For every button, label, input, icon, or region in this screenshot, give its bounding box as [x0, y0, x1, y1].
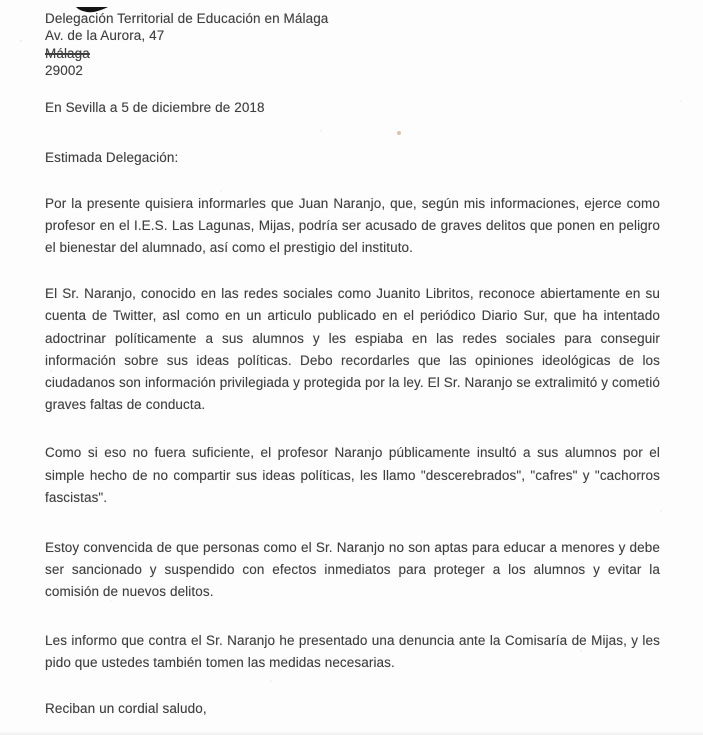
paragraph-accusation-intro: Por la presente quisiera informarles que Juan Naranjo, que, según mis informaciones, ejerce como profesor en el I.E.S. Las Lagunas, Mijas, podría ser acusado de graves delitos que ponen en peligro el bienestar del alumnado, así como el prestigio del instituto. [45, 195, 660, 256]
paragraph-police-report: Les informo que contra el Sr. Naranjo he presentado una denuncia ante la Comisaría de Mijas, y les pido que ustedes también tomen las medidas necesarias. [45, 632, 660, 670]
paragraph-insults: Como si eso no fuera suficiente, el profesor Naranjo públicamente insultó a sus alumnos por el simple hecho de no compartir sus ideas políticas, les llamo "descerebrados", "cafres" y "cachorros fascistas". [45, 445, 660, 505]
scan-bottom-edge [0, 731, 703, 735]
letter-content [45, 10, 660, 720]
scan-noise [20, 40, 22, 42]
recipient-address-block [45, 10, 660, 80]
recipient-city-struckthrough: Málaga [45, 45, 90, 61]
cutoff-ink-stroke-artifact [76, 0, 108, 6]
paragraph-sanction-request: Estoy convencida de que personas como el Sr. Naranjo no son aptas para educar a menores y debe ser sancionado y suspendido con efectos inmediatos para proteger a los alumnos y evitar la comisión de nuevos delitos. [45, 540, 660, 600]
recipient-postal-code: 29002 [45, 63, 84, 79]
recipient-name: Delegación Territorial de Educación en Málaga [45, 11, 329, 26]
paragraph-social-media-claims: El Sr. Naranjo, conocido en las redes sociales como Juanito Libritos, reconoce abiertamente en su cuenta de Twitter, asl como en un articulo publicado en el periódico Diario Sur, que ha intentado adoctrinar políticamente a sus alumnos y les espiaba en las redes sociales para conseguir información sobre sus ideas políticas. Debo recordarles que las opiniones ideológicas de los ciudadanos son información privilegiada y protegida por la ley. El Sr. Naranjo se extralimitó y cometió graves faltas de conducta. [45, 286, 660, 413]
closing-line: Reciban un cordial saludo, [45, 701, 207, 717]
recipient-street: Av. de la Aurora, 47 [45, 28, 165, 44]
dateline: En Sevilla a 5 de diciembre de 2018 [45, 99, 265, 115]
salutation: Estimada Delegación: [45, 149, 179, 165]
